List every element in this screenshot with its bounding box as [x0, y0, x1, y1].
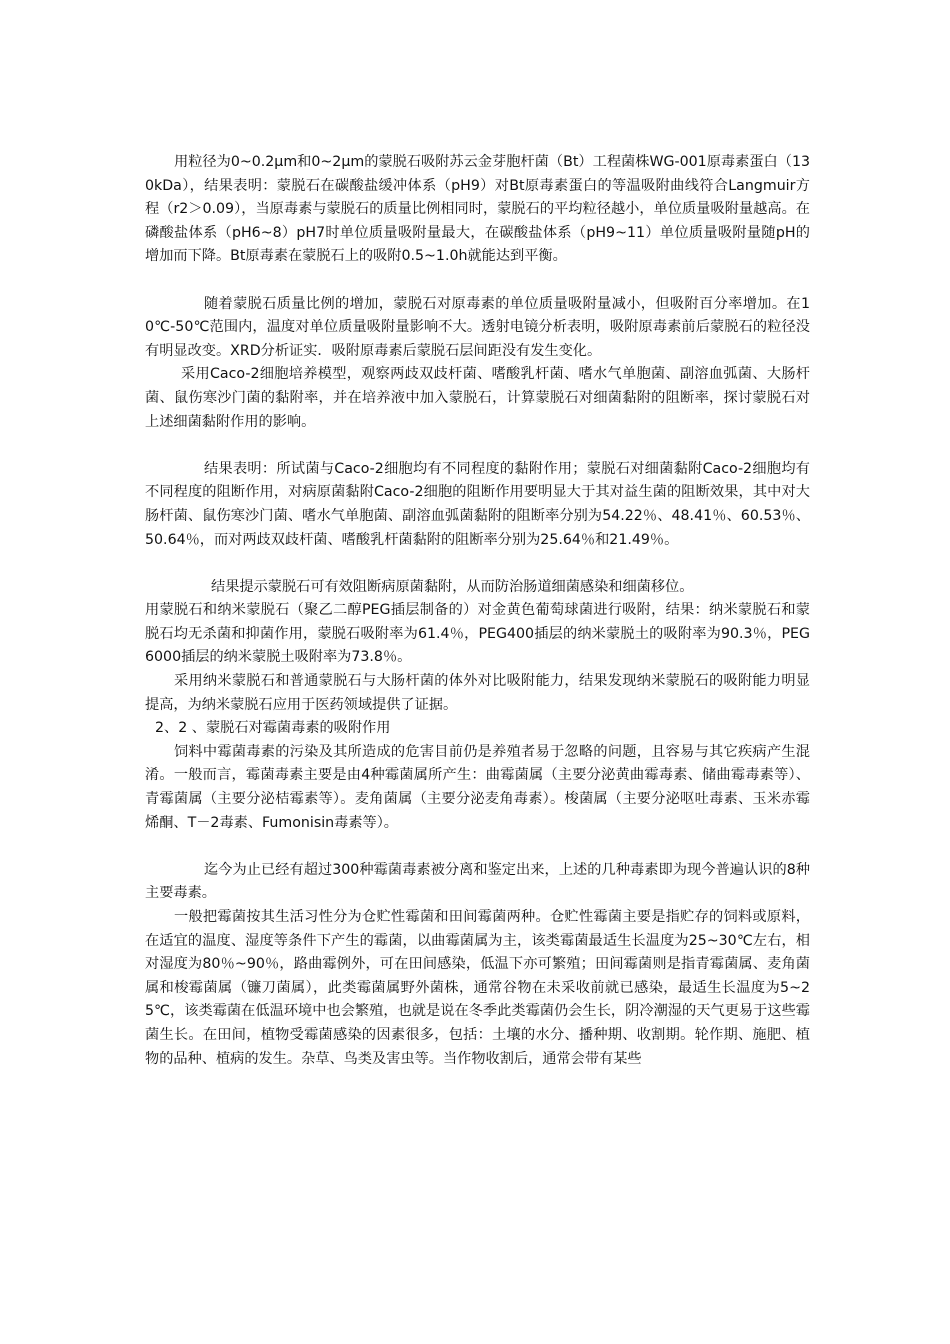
- paragraph-results: 结果表明：所试菌与Caco-2细胞均有不同程度的黏附作用；蒙脱石对细菌黏附Caco-2细胞均有不同程度的阻断作用，对病原菌黏附Caco-2细胞的阻断作用要明显大于其对益生菌的阻断效果，其中对大肠杆菌、鼠伤寒沙门菌、嗜水气单胞菌、副溶血弧菌黏附的阻断率分别为54.22％、48.41％、60.53％、50.64％，而对两歧双歧杆菌、嗜酸乳杆菌黏附的阻断率分别为25.64％和21.49％。: [145, 460, 810, 548]
- blank-line: [145, 835, 810, 859]
- section-heading: 2、2 、蒙脱石对霉菌毒素的吸附作用: [155, 720, 391, 737]
- paragraph-mycotoxin-intro: 饲料中霉菌毒素的污染及其所造成的危害目前仍是养殖者易于忽略的问题，且容易与其它疾病产生混淆。一般而言，霉菌毒素主要是由4种霉菌属所产生：曲霉菌属（主要分泌黄曲霉毒素、储曲霉毒素等）、青霉菌属（主要分泌桔霉素等）。麦角菌属（主要分泌麦角毒素）。梭菌属（主要分泌呕吐毒素、玉米赤霉烯酮、T－2毒素、Fumonisin毒素等）。: [145, 743, 810, 831]
- blank-line: [145, 269, 810, 293]
- blank-line: [145, 552, 810, 576]
- paragraph-mass-ratio: 随着蒙脱石质量比例的增加，蒙脱石对原毒素的单位质量吸附量减小，但吸附百分率增加。在10℃-50℃范围内，温度对单位质量吸附量影响不大。透射电镜分析表明，吸附原毒素前后蒙脱石的粒径没有明显改变。XRD分析证实．吸附原毒素后蒙脱石层间距没有发生变化。: [145, 295, 810, 359]
- paragraph-caco2-model: 采用Caco-2细胞培养模型，观察两歧双歧杆菌、嗜酸乳杆菌、嗜水气单胞菌、副溶血弧菌、大肠杆菌、鼠伤寒沙门菌的黏附率，并在培养液中加入蒙脱石，计算蒙脱石对细菌黏附的阻断率，探讨蒙脱石对上述细菌黏附作用的影响。: [145, 366, 810, 430]
- paragraph-mycotoxin-count: 迄今为止已经有超过300种霉菌毒素被分离和鉴定出来，上述的几种毒素即为现今普遍认识的8种主要毒素。: [145, 861, 810, 902]
- paragraph-conclusion: 结果提示蒙脱石可有效阻断病原菌黏附，从而防治肠道细菌感染和细菌移位。: [211, 578, 694, 595]
- blank-line: [145, 434, 810, 458]
- paragraph-nano-montmorillonite: 用蒙脱石和纳米蒙脱石（聚乙二醇PEG插层制备的）对金黄色葡萄球菌进行吸附，结果：纳米蒙脱石和蒙脱石均无杀菌和抑菌作用，蒙脱石吸附率为61.4％，PEG400插层的纳米蒙脱土的吸附率为90.3％，PEG6000插层的纳米蒙脱土吸附率为73.8％。: [145, 602, 810, 666]
- document-body: [145, 151, 810, 1071]
- paragraph-bt-adsorption: 用粒径为0~0.2μm和0~2μm的蒙脱石吸附苏云金芽胞杆菌（Bt）工程菌株WG-001原毒素蛋白（130kDa），结果表明：蒙脱石在碳酸盐缓冲体系（pH9）对Bt原毒素蛋白的等温吸附曲线符合Langmuir方程（r2＞0.09），当原毒素与蒙脱石的质量比例相同时，蒙脱石的平均粒径越小，单位质量吸附量越高。在磷酸盐体系（pH6~8）pH7时单位质量吸附量最大，在碳酸盐体系（pH9~11）单位质量吸附量随pH的增加而下降。Bt原毒素在蒙脱石上的吸附0.5~1.0h就能达到平衡。: [145, 154, 810, 265]
- paragraph-mold-types: 一般把霉菌按其生活习性分为仓贮性霉菌和田间霉菌两种。仓贮性霉菌主要是指贮存的饲料或原料，在适宜的温度、湿度等条件下产生的霉菌，以曲霉菌属为主，该类霉菌最适生长温度为25~30℃左右，相对湿度为80％~90％，路曲霉例外，可在田间感染，低温下亦可繁殖；田间霉菌则是指青霉菌属、麦角菌属和梭霉菌属（镰刀菌属），此类霉菌属野外菌株，通常谷物在未采收前就已感染，最适生长温度为5~25℃，该类霉菌在低温环境中也会繁殖，也就是说在冬季此类霉菌仍会生长，阴冷潮湿的天气更易于这些霉菌生长。在田间，植物受霉菌感染的因素很多，包括：土壤的水分、播种期、收割期。轮作期、施肥、植物的品种、植病的发生。杂草、鸟类及害虫等。当作物收割后，通常会带有某些: [145, 909, 810, 1067]
- paragraph-ecoli-comparison: 采用纳米蒙脱石和普通蒙脱石与大肠杆菌的体外对比吸附能力，结果发现纳米蒙脱石的吸附能力明显提高，为纳米蒙脱石应用于医药领域提供了证据。: [145, 673, 810, 713]
